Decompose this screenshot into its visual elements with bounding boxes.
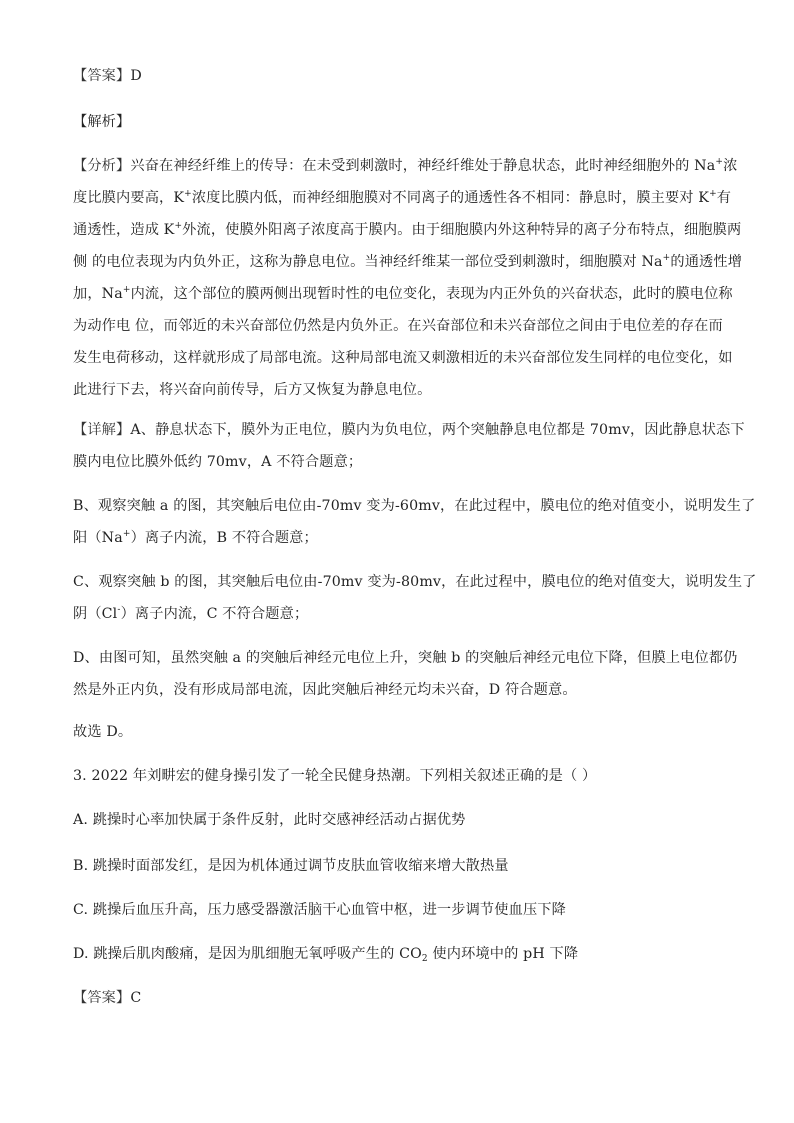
conclusion-line: 故选 D。 bbox=[73, 724, 133, 740]
analysis-heading: 【解析】 bbox=[73, 114, 131, 130]
xiangjie-line-d2: 然是外正内负，没有形成局部电流，因此突触后神经元均未兴奋，D 符合题意。 bbox=[73, 682, 577, 698]
option-a: A. 跳操时心率加快属于条件反射，此时交感神经活动占据优势 bbox=[73, 812, 466, 828]
xiangjie-line-b2: 阳（Na+）离子内流，B 不符合题意； bbox=[73, 529, 318, 546]
answer-line-1 bbox=[73, 66, 733, 86]
fenxi-line-8: 此进行下去，将兴奋向前传导，后方又恢复为静息电位。 bbox=[73, 382, 432, 398]
xiangjie-line-a2: 膜内电位比膜外低约 70mv，A 不符合题意； bbox=[73, 454, 363, 470]
fenxi-line-7: 发生电荷移动，这样就形成了局部电流。这种局部电流又刺激相近的未兴奋部位发生同样的电位变化，如 bbox=[73, 350, 733, 366]
xiangjie-tag: 【详解】 bbox=[73, 422, 131, 438]
answer-tag: 【答案】 bbox=[73, 990, 131, 1006]
fenxi-line-5: 加，Na+内流，这个部位的膜两侧出现暂时性的电位变化，表现为内正外负的兴奋状态，此时的膜电位称 bbox=[73, 285, 733, 302]
question-3-stem: 3. 2022 年刘畊宏的健身操引发了一轮全民健身热潮。下列相关叙述正确的是（ ） bbox=[73, 768, 597, 784]
option-b: B. 跳操时面部发红，是因为机体通过调节皮肤血管收缩来增大散热量 bbox=[73, 858, 509, 874]
xiangjie-line-c1: C、观察突触 b 的图，其突触后电位由-70mv 变为-80mv，在此过程中，膜电位的绝对值变大，说明发生了 bbox=[73, 574, 757, 590]
option-c: C. 跳操后血压升高，压力感受器激活脑干心血管中枢，进一步调节使血压下降 bbox=[73, 902, 566, 918]
option-d: D. 跳操后肌肉酸痛，是因为肌细胞无氧呼吸产生的 $CO_2$ 使内环境中的 pH 下降 bbox=[73, 946, 579, 964]
answer-tag: 【答案】 bbox=[73, 68, 131, 84]
xiangjie-line-d1: D、由图可知，虽然突触 a 的突触后神经元电位上升，突触 b 的突触后神经元电位下降，但膜上电位都仍 bbox=[73, 650, 738, 666]
xiangjie-line-b1: B、观察突触 a 的图，其突触后电位由-70mv 变为-60mv，在此过程中，膜电位的绝对值变小，说明发生了 bbox=[73, 498, 756, 514]
fenxi-line-4: 侧 的电位表现为内负外正，这称为静息电位。当神经纤维某一部位受到刺激时，细胞膜对 Na+的通透性增 bbox=[73, 253, 743, 270]
fenxi-tag: 【分析】 bbox=[73, 158, 131, 174]
fenxi-line-6: 为动作电 位，而邻近的未兴奋部位仍然是内负外正。在兴奋部位和未兴奋部位之间由于电位差的存在而 bbox=[73, 318, 723, 334]
xiangjie-line-a1: 【详解】A、静息状态下，膜外为正电位，膜内为负电位，两个突触静息电位都是 70mv，因此静息状态下 bbox=[73, 422, 745, 438]
answer-line-2 bbox=[73, 988, 733, 1008]
xiangjie-line-c2: 阴（Cl-）离子内流，C 不符合题意； bbox=[73, 605, 309, 622]
answer-value: C bbox=[130, 990, 142, 1006]
answer-value: D bbox=[130, 68, 142, 84]
fenxi-line-3: 通透性，造成 K+外流，使膜外阳离子浓度高于膜内。由于细胞膜内外这种特异的离子分布特点，细胞膜两 bbox=[73, 221, 742, 238]
fenxi-line-2: 度比膜内要高，K+浓度比膜内低，而神经细胞膜对不同离子的通透性各不相同：静息时，膜主要对 K+有 bbox=[73, 189, 732, 206]
fenxi-line-1: 【分析】兴奋在神经纤维上的传导：在未受到刺激时，神经纤维处于静息状态，此时神经细胞外的 Na+浓 bbox=[73, 157, 738, 174]
